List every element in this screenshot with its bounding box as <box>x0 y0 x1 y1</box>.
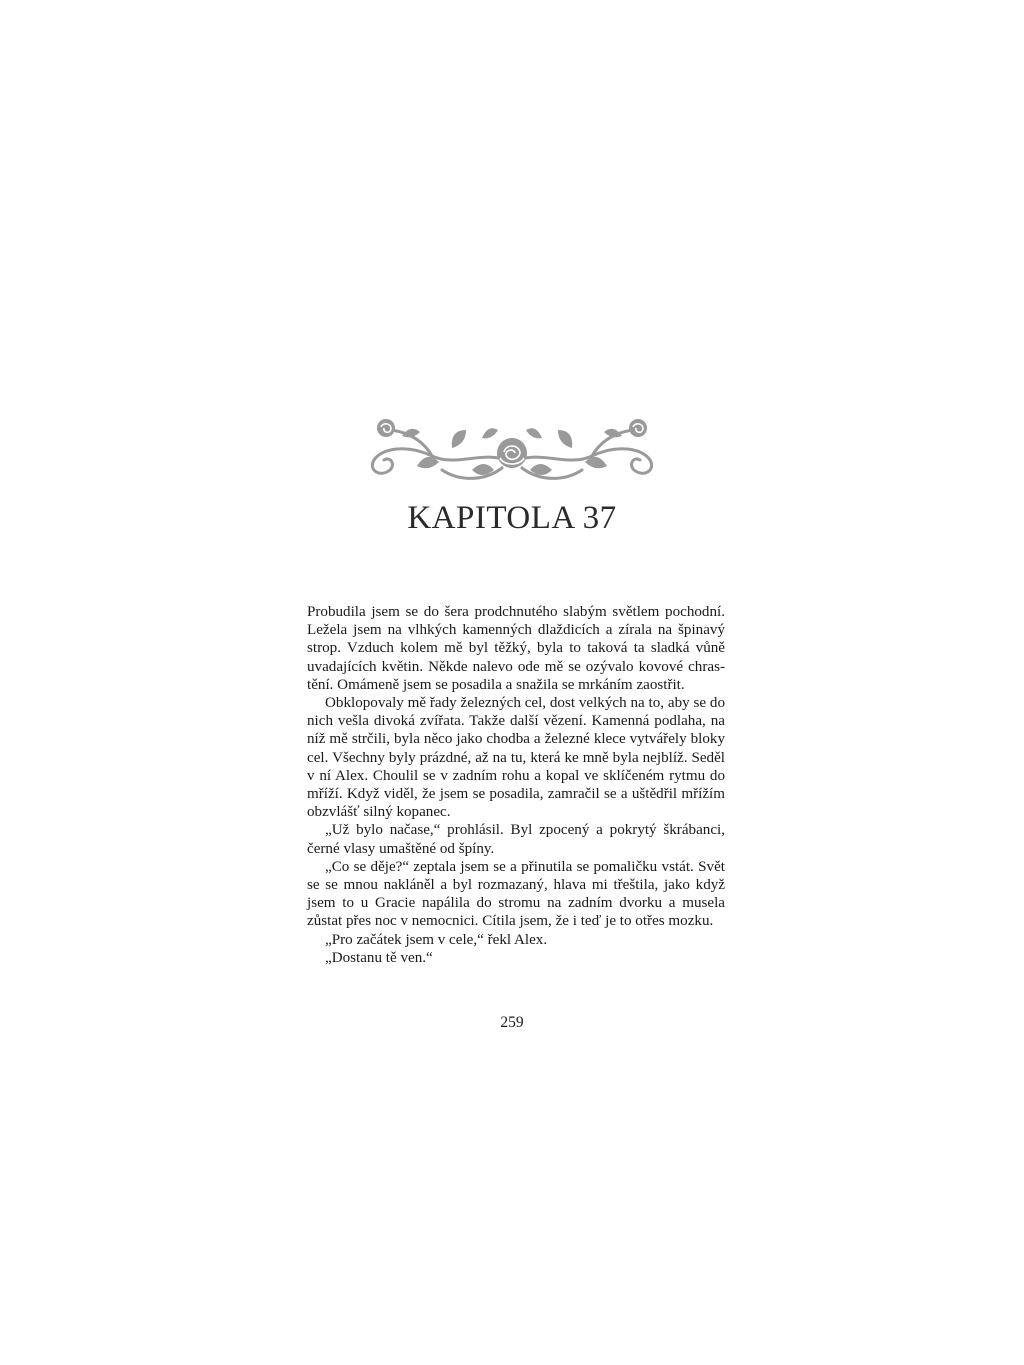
chapter-title: KAPITOLA 37 <box>407 500 617 536</box>
paragraph: Probudila jsem se do šera prodchnutého slabým světlem pochodní. Ležela jsem na vlhkých kamenných dlaždicích a zírala na špinavý strop. Vzduch kolem mě byl těžký, byla to taková ta sladká vůně uvadajících květin. Někde nalevo ode mě se ozývalo kovové chrastění. Omámeně jsem se posadila a snažila se mrkáním zaostřit. <box>307 604 725 693</box>
page-number: 259 <box>500 1014 524 1031</box>
chapter-body <box>307 603 725 967</box>
paragraph: Obklopovaly mě řady železných cel, dost velkých na to, aby se do nich vešla divoká zvířata. Takže další vězení. Kamenná podlaha, na níž mě strčili, byla něco jako chodba a železné klece vytvářely bloky cel. Všechny byly prázdné, až na tu, která ke mně byla nejblíž. Seděl v ní Alex. Choulil se v zadním rohu a kopal ve sklíčeném rytmu do mříží. Když viděl, že jsem se posadila, zamračil se a uštědřil mřížím obzvlášť silný kopanec. <box>307 695 725 821</box>
rose-vine-ornament-icon <box>362 408 662 488</box>
paragraph: „Dostanu tě ven.“ <box>325 949 433 966</box>
paragraph: „Co se děje?“ zeptala jsem se a přinutila se pomaličku vstát. Svět se se mnou nakláněl a byl rozmazaný, hlava mi třeštila, jako když jsem to u Gracie napálila do stromu na zadním dvorku a musela zůstat přes noc v nemocnici. Cítila jsem, že i teď je to otřes mozku. <box>307 858 725 930</box>
paragraph: „Pro začátek jsem v cele,“ řekl Alex. <box>325 931 548 948</box>
paragraph: „Už bylo načase,“ prohlásil. Byl zpocený a pokrytý škrábanci, černé vlasy umaštěné od špíny. <box>307 822 725 857</box>
